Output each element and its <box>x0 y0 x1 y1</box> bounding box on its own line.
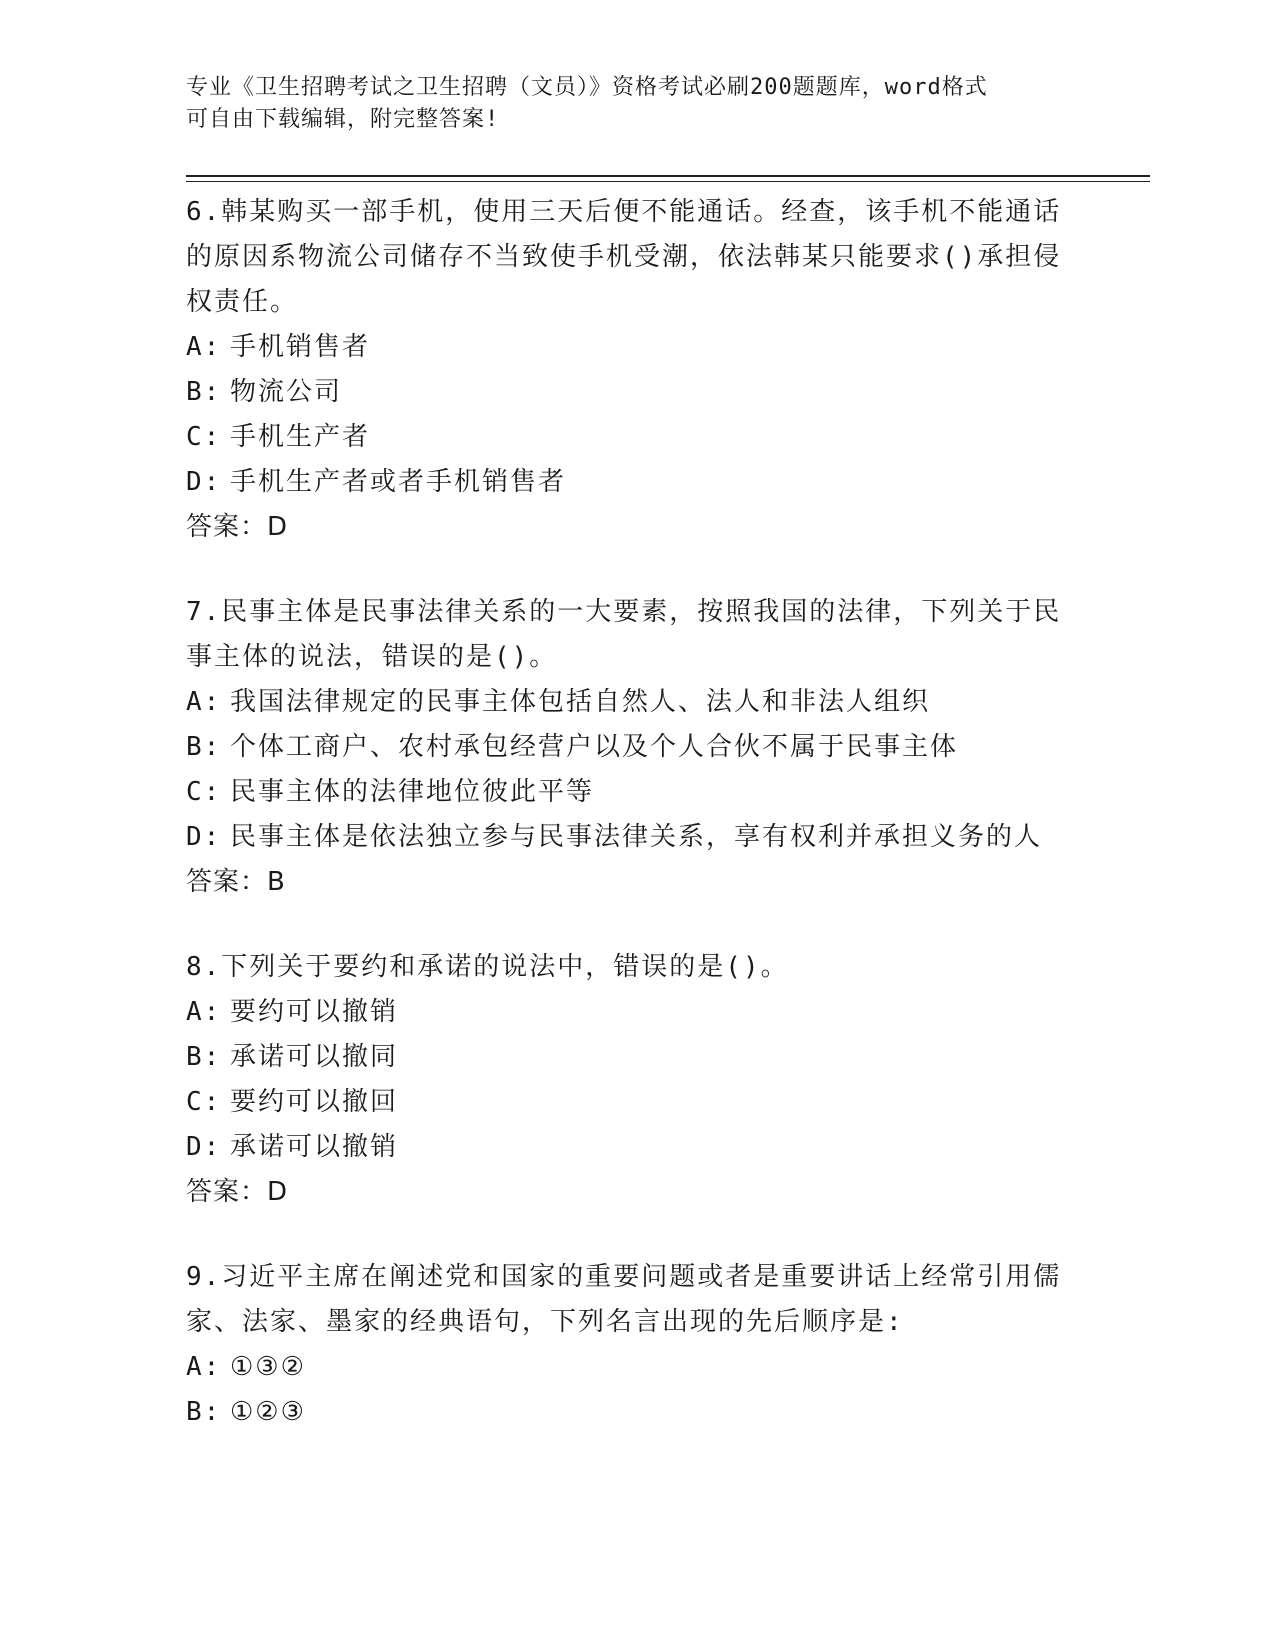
question-6 <box>186 190 1086 550</box>
option-text: 我国法律规定的民事主体包括自然人、法人和非法人组织 <box>230 687 931 717</box>
option-text: 手机生产者 <box>230 422 371 452</box>
question-text: 9.习近平主席在阐述党和国家的重要问题或者是重要讲话上经常引用儒家、法家、墨家的经典语句，下列名言出现的先后顺序是: <box>186 1262 1062 1337</box>
option-key: B: <box>186 732 222 762</box>
option-text: ①③② <box>230 1352 306 1382</box>
option-d <box>186 460 1086 505</box>
option-key: D: <box>186 467 222 497</box>
option-key: A: <box>186 1352 222 1382</box>
question-list <box>186 190 1086 1475</box>
option-a <box>186 680 1086 725</box>
question-text: 8.下列关于要约和承诺的说法中，错误的是()。 <box>186 952 789 982</box>
option-key: A: <box>186 997 222 1027</box>
option-text: 承诺可以撤同 <box>230 1042 399 1072</box>
option-text: 要约可以撤销 <box>230 997 399 1027</box>
question-text: 6.韩某购买一部手机，使用三天后便不能通话。经查，该手机不能通话的原因系物流公司储存不当致使手机受潮，依法韩某只能要求()承担侵权责任。 <box>186 197 1062 317</box>
header-line-1: 专业《卫生招聘考试之卫生招聘（文员）》资格考试必刷200题题库，word格式 <box>186 75 988 100</box>
option-a <box>186 325 1086 370</box>
question-text: 7.民事主体是民事法律关系的一大要素，按照我国的法律，下列关于民事主体的说法，错误的是()。 <box>186 597 1062 672</box>
question-7 <box>186 590 1086 905</box>
answer-line: 答案：D <box>186 1177 289 1207</box>
option-b <box>186 1390 1086 1435</box>
option-text: 要约可以撤回 <box>230 1087 399 1117</box>
option-key: B: <box>186 1397 222 1427</box>
question-9 <box>186 1255 1086 1435</box>
option-d <box>186 815 1086 860</box>
option-b <box>186 370 1086 415</box>
option-c <box>186 415 1086 460</box>
option-b <box>186 725 1086 770</box>
option-text: 民事主体是依法独立参与民事法律关系，享有权利并承担义务的人 <box>230 822 1043 852</box>
option-key: B: <box>186 1042 222 1072</box>
option-b <box>186 1035 1086 1080</box>
option-text: 手机销售者 <box>230 332 371 362</box>
answer-line: 答案：D <box>186 512 289 542</box>
option-text: 民事主体的法律地位彼此平等 <box>230 777 595 807</box>
header-divider-thick <box>186 175 1150 177</box>
option-a <box>186 990 1086 1035</box>
document-header <box>186 72 1086 136</box>
option-key: C: <box>186 422 222 452</box>
option-text: 手机生产者或者手机销售者 <box>230 467 567 497</box>
option-key: A: <box>186 687 222 717</box>
option-key: C: <box>186 777 222 807</box>
option-text: 个体工商户、农村承包经营户以及个人合伙不属于民事主体 <box>230 732 959 762</box>
option-c <box>186 1080 1086 1125</box>
option-key: D: <box>186 822 222 852</box>
option-a <box>186 1345 1086 1390</box>
option-text: 物流公司 <box>230 377 343 407</box>
question-8 <box>186 945 1086 1215</box>
header-divider-thin <box>186 181 1150 182</box>
option-text: ①②③ <box>230 1397 306 1427</box>
option-c <box>186 770 1086 815</box>
header-line-2: 可自由下载编辑，附完整答案! <box>186 107 500 132</box>
option-key: C: <box>186 1087 222 1117</box>
option-text: 承诺可以撤销 <box>230 1132 399 1162</box>
answer-line: 答案：B <box>186 867 286 897</box>
option-d <box>186 1125 1086 1170</box>
option-key: D: <box>186 1132 222 1162</box>
option-key: B: <box>186 377 222 407</box>
option-key: A: <box>186 332 222 362</box>
